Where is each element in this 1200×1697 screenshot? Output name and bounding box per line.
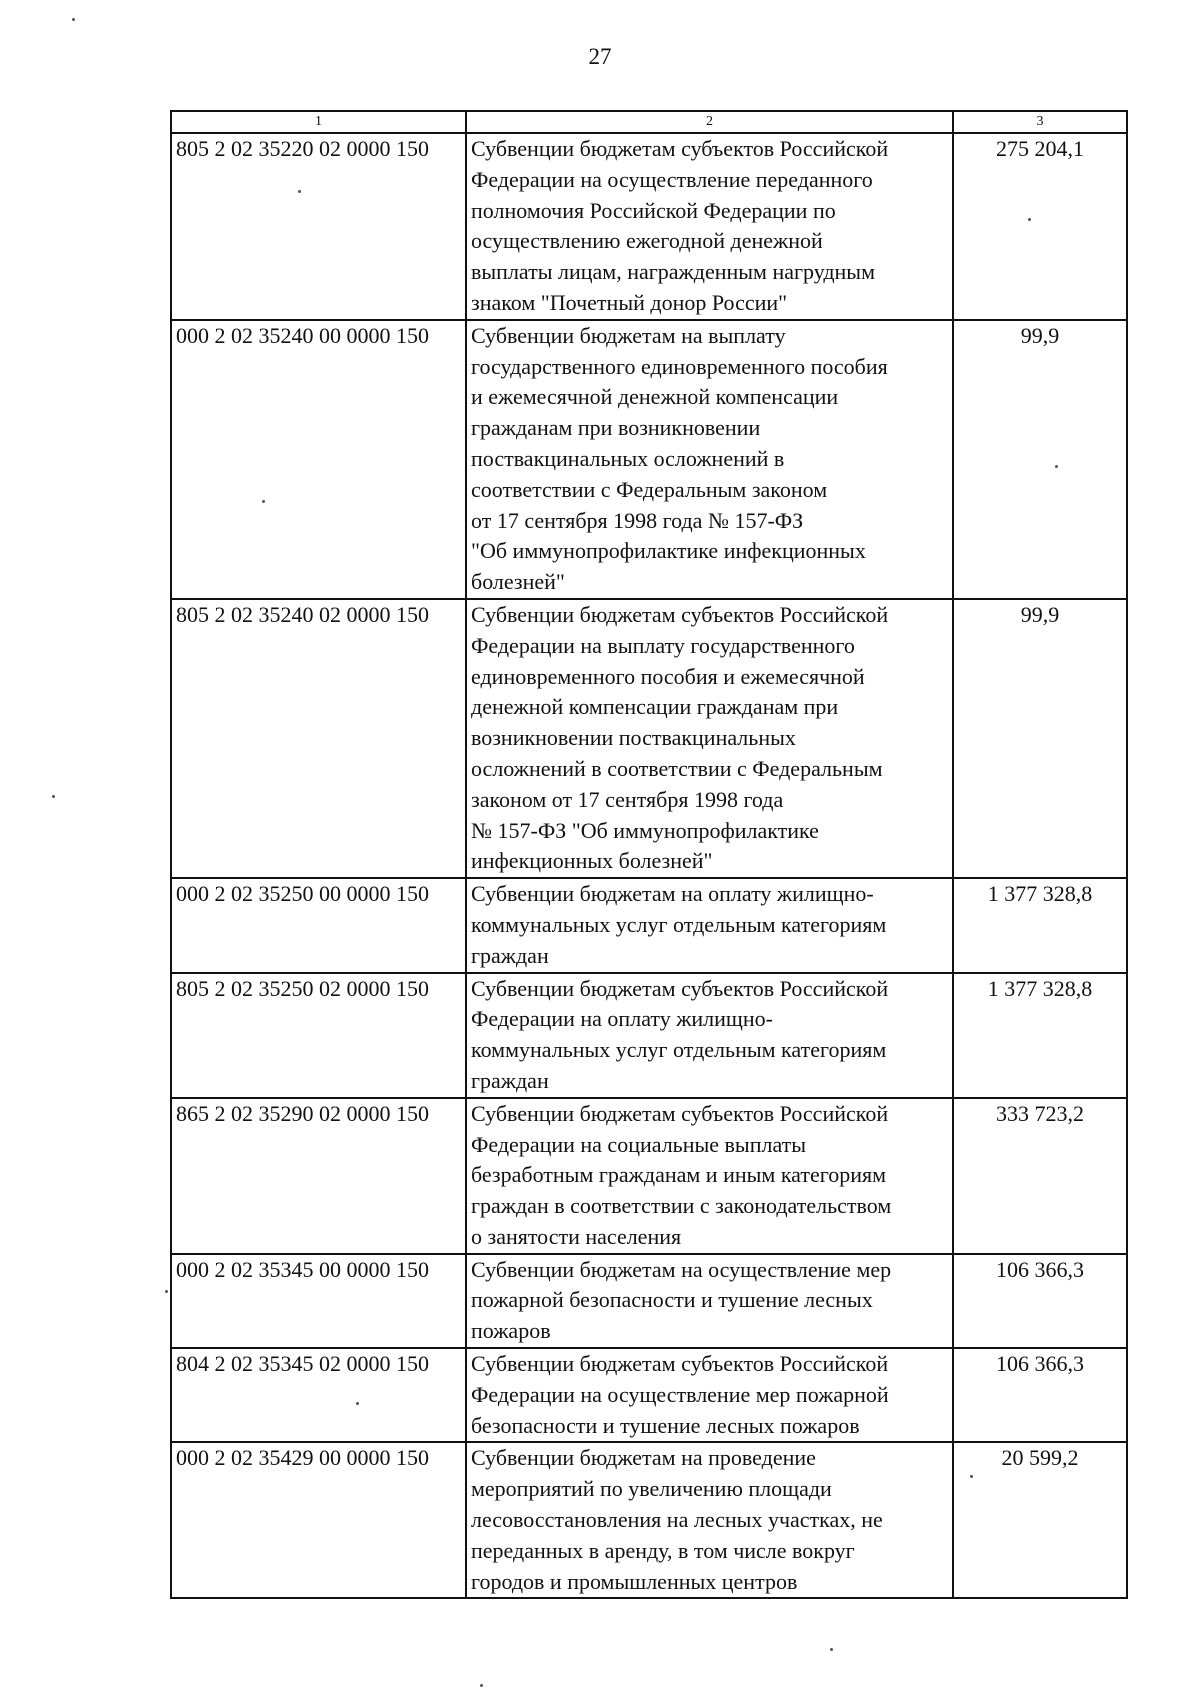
row-code: 805 2 02 35240 02 0000 150 bbox=[171, 599, 466, 878]
row-name: Субвенции бюджетам субъектов Российской Федерации на осуществление мер пожарной безопасности и тушение лесных пожаров bbox=[466, 1348, 953, 1442]
page-number: 27 bbox=[588, 44, 612, 69]
row-name: Субвенции бюджетам на осуществление мер пожарной безопасности и тушение лесных пожаров bbox=[466, 1254, 953, 1348]
scan-speck bbox=[1028, 218, 1031, 221]
row-amount: 1 377 328,8 bbox=[953, 878, 1127, 972]
column-header-amount: 3 bbox=[953, 111, 1127, 133]
table-row bbox=[171, 973, 1127, 1098]
row-name: Субвенции бюджетам субъектов Российской Федерации на осуществление переданного полномочия Российской Федерации по осуществлению ежегодной денежной выплаты лицам, награжденным нагрудным знаком "Почетный донор России" bbox=[466, 133, 953, 320]
table-row bbox=[171, 1098, 1127, 1254]
row-name: Субвенции бюджетам на оплату жилищно- коммунальных услуг отдельным категориям граждан bbox=[466, 878, 953, 972]
row-name: Субвенции бюджетам субъектов Российской Федерации на выплату государственного единовременного пособия и ежемесячной денежной компенсации гражданам при возникновении поствакцинальных осложнений в соответствии с Федеральным законом от 17 сентября 1998 года № 157-ФЗ "Об иммунопрофилактике инфекционных болезней" bbox=[466, 599, 953, 878]
row-name: Субвенции бюджетам на проведение мероприятий по увеличению площади лесовосстановления на лесных участках, не переданных в аренду, в том числе вокруг городов и промышленных центров bbox=[466, 1442, 953, 1598]
row-amount: 1 377 328,8 bbox=[953, 973, 1127, 1098]
scan-speck bbox=[298, 190, 301, 193]
row-amount: 99,9 bbox=[953, 320, 1127, 599]
budget-table bbox=[170, 110, 1128, 1599]
table-row bbox=[171, 320, 1127, 599]
row-name: Субвенции бюджетам на выплату государственного единовременного пособия и ежемесячной денежной компенсации гражданам при возникновении поствакцинальных осложнений в соответствии с Федеральным законом от 17 сентября 1998 года № 157-ФЗ "Об иммунопрофилактике инфекционных болезней" bbox=[466, 320, 953, 599]
row-code: 805 2 02 35250 02 0000 150 bbox=[171, 973, 466, 1098]
row-amount: 333 723,2 bbox=[953, 1098, 1127, 1254]
row-code: 805 2 02 35220 02 0000 150 bbox=[171, 133, 466, 320]
row-amount: 106 366,3 bbox=[953, 1348, 1127, 1442]
row-amount: 106 366,3 bbox=[953, 1254, 1127, 1348]
scan-speck bbox=[262, 500, 265, 503]
scan-speck bbox=[480, 1684, 483, 1687]
scan-speck bbox=[1055, 465, 1058, 468]
table-row bbox=[171, 1348, 1127, 1442]
row-name: Субвенции бюджетам субъектов Российской Федерации на социальные выплаты безработным гражданам и иным категориям граждан в соответствии с законодательством о занятости населения bbox=[466, 1098, 953, 1254]
row-code: 000 2 02 35240 00 0000 150 bbox=[171, 320, 466, 599]
table-header bbox=[171, 111, 1127, 133]
scan-speck bbox=[356, 1402, 359, 1405]
column-header-name: 2 bbox=[466, 111, 953, 133]
table-row bbox=[171, 1254, 1127, 1348]
scan-speck bbox=[72, 18, 75, 21]
row-code: 865 2 02 35290 02 0000 150 bbox=[171, 1098, 466, 1254]
scan-speck bbox=[830, 1648, 833, 1651]
table-row bbox=[171, 1442, 1127, 1598]
column-header-code: 1 bbox=[171, 111, 466, 133]
row-code: 804 2 02 35345 02 0000 150 bbox=[171, 1348, 466, 1442]
table-row bbox=[171, 878, 1127, 972]
row-code: 000 2 02 35250 00 0000 150 bbox=[171, 878, 466, 972]
row-name: Субвенции бюджетам субъектов Российской Федерации на оплату жилищно- коммунальных услуг отдельным категориям граждан bbox=[466, 973, 953, 1098]
row-amount: 275 204,1 bbox=[953, 133, 1127, 320]
scan-speck bbox=[52, 795, 55, 798]
scan-speck bbox=[970, 1475, 973, 1478]
table-row bbox=[171, 133, 1127, 320]
row-amount: 99,9 bbox=[953, 599, 1127, 878]
row-code: 000 2 02 35429 00 0000 150 bbox=[171, 1442, 466, 1598]
row-code: 000 2 02 35345 00 0000 150 bbox=[171, 1254, 466, 1348]
table-row bbox=[171, 599, 1127, 878]
scan-speck bbox=[165, 1290, 168, 1293]
row-amount: 20 599,2 bbox=[953, 1442, 1127, 1598]
